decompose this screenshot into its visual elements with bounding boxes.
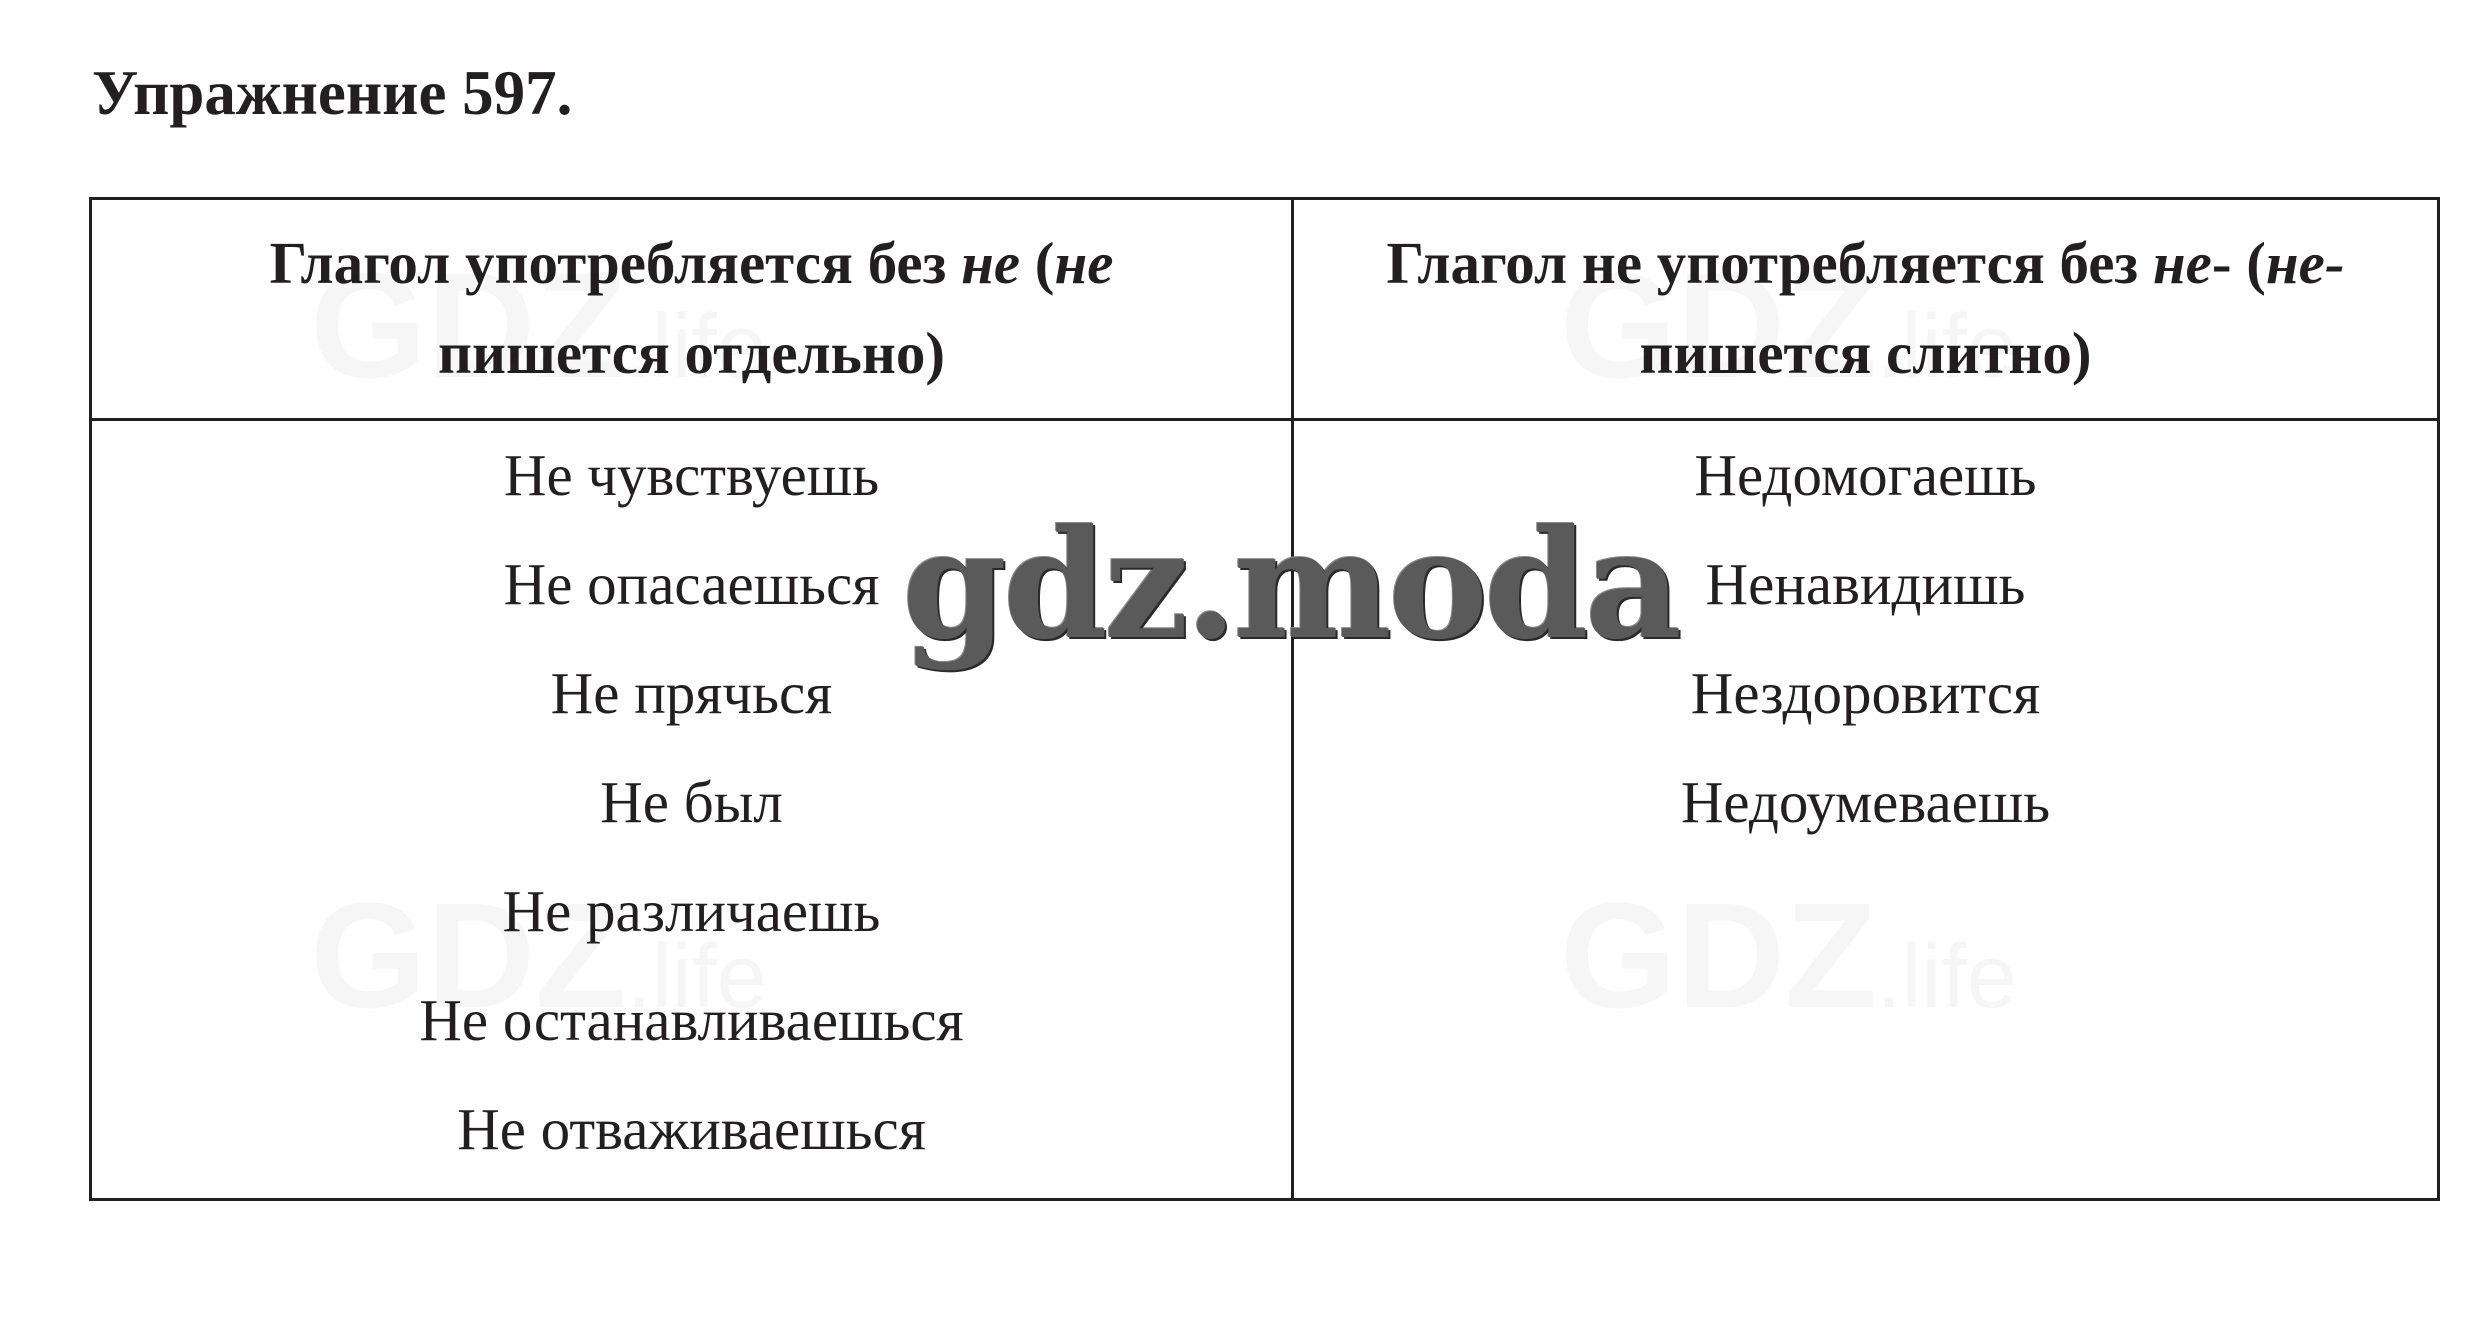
faint-watermark: [1560, 250, 2017, 400]
header-line-2: пишется слитно): [1639, 320, 2092, 386]
list-item: Не был: [600, 769, 783, 835]
faint-watermark: [1560, 880, 2017, 1030]
list-item: Не опасаешься: [503, 551, 880, 617]
list-item: Недоумеваешь: [1680, 769, 2051, 835]
list-item: Не останавливаешься: [419, 987, 964, 1053]
watermark-logo: gdz.moda: [902, 497, 1679, 673]
header-line-1: Глагол употребляется без не (не: [269, 230, 1114, 297]
list-item: Нездоровится: [1690, 660, 2041, 726]
exercise-title: Упражнение 597.: [92, 58, 573, 128]
list-item: Не прячься: [550, 660, 833, 726]
faint-watermark: [310, 880, 767, 1030]
faint-watermark: [310, 250, 767, 400]
list-item: Ненавидишь: [1705, 551, 2026, 617]
list-item: Не чувствуешь: [503, 442, 880, 508]
header-line-1: Глагол не употребляется без не- (не-: [1386, 230, 2345, 297]
list-item: Недомогаешь: [1694, 442, 2037, 508]
list-item: Не отваживаешься: [457, 1096, 926, 1162]
header-line-2: пишется отдельно): [438, 320, 945, 386]
list-item: Не различаешь: [502, 878, 881, 944]
